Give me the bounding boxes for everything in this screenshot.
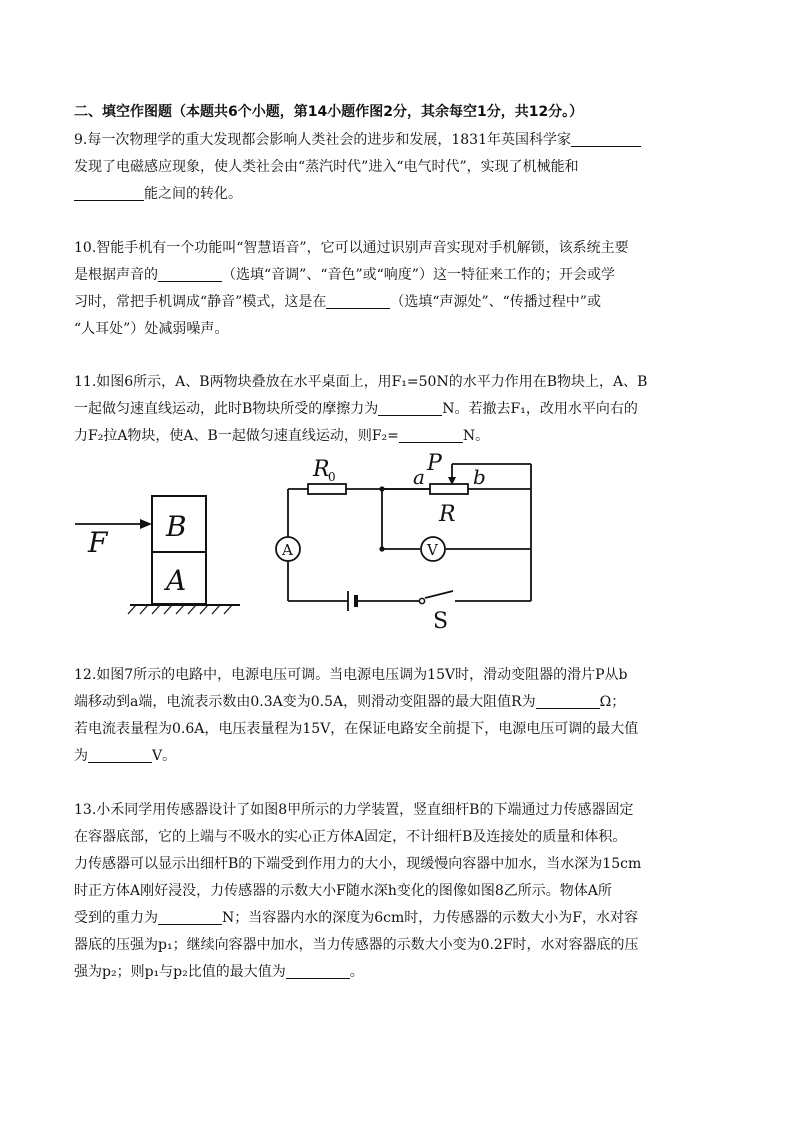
section-title: 二、填空作图题（本题共6个小题，第14小题作图2分，其余每空1分，共12分。） (74, 104, 584, 120)
q10-line4: “人耳处”）处减弱噪声。 (74, 321, 229, 337)
q12-line1: 12.如图7所示的电路中，电源电压可调。当电源电压调为15V时，滑动变阻器的滑片P从b (74, 667, 628, 683)
rheostat-r (430, 484, 468, 494)
answer-blank[interactable] (571, 132, 641, 147)
q11-line2: 一起做匀速直线运动，此时B物块所受的摩擦力为 N。若撤去F₁，改用水平向右的 (74, 401, 638, 417)
q12-line4: 为 V。 (74, 748, 177, 764)
q13-line4: 时正方体A刚好浸没，力传感器的示数大小F随水深h变化的图像如图8乙所示。物体A所 (74, 883, 612, 899)
switch-label: S (433, 609, 449, 633)
q13-line6: 器底的压强为p₁；继续向容器中加水，当力传感器的示数大小变为0.2F时，水对容器底的压 (74, 937, 639, 953)
junction-dot (379, 486, 384, 491)
q12-line2: 端移动到a端，电流表示数由0.3A变为0.5A，则滑动变阻器的最大阻值R为 Ω； (74, 694, 626, 710)
block-b-label: B (166, 510, 187, 543)
r0-label: R (313, 457, 330, 482)
block-a-label: A (166, 564, 187, 597)
force-arrow-head (140, 519, 152, 529)
answer-blank[interactable] (158, 910, 222, 925)
voltmeter-label: V (427, 541, 438, 559)
r0-subscript: 0 (328, 470, 336, 484)
resistor-r0 (308, 484, 346, 494)
answer-blank[interactable] (286, 964, 350, 979)
answer-blank[interactable] (378, 401, 442, 416)
answer-blank[interactable] (536, 694, 600, 709)
terminal-a-label: a (413, 465, 425, 489)
answer-blank[interactable] (326, 294, 390, 309)
q9-line2: 发现了电磁感应现象，使人类社会由“蒸汽时代”进入“电气时代”，实现了机械能和 (74, 159, 579, 175)
figure7-circuit-diagram (265, 448, 555, 633)
q10-line2: 是根据声音的 （选填“音调”、“音色”或“响度”）这一特征来工作的；开会或学 (74, 267, 615, 283)
q13-line1: 13.小禾同学用传感器设计了如图8甲所示的力学装置，竖直细杆B的下端通过力传感器固定 (74, 802, 634, 818)
table-hatching (128, 605, 232, 614)
answer-blank[interactable] (74, 186, 144, 201)
q9-line3: 能之间的转化。 (74, 184, 242, 204)
switch-contact (419, 598, 424, 603)
q11-line1: 11.如图6所示，A、B两物块叠放在水平桌面上，用F₁=50N的水平力作用在B物块上，A、B (74, 374, 648, 390)
q12-line3: 若电流表量程为0.6A，电压表量程为15V，在保证电路安全前提下，电源电压可调的最大值 (74, 721, 639, 737)
answer-blank[interactable] (399, 428, 463, 443)
ammeter-label: A (282, 541, 293, 559)
terminal-b-label: b (473, 465, 486, 489)
q13-line3: 力传感器可以显示出细杆B的下端受到作用力的大小，现缓慢向容器中加水，当水深为15cm (74, 856, 642, 872)
slider-p-label: P (427, 451, 442, 476)
answer-blank[interactable] (88, 748, 152, 763)
q10-line1: 10.智能手机有一个功能叫“智慧语音”，它可以通过识别声音实现对手机解锁，该系统主要 (74, 240, 629, 256)
q13-line7: 强为p₂；则p₁与p₂比值的最大值为 。 (74, 964, 364, 980)
answer-blank[interactable] (158, 267, 222, 282)
q10-line3: 习时，常把手机调成“静音”模式，这是在 （选填“声源处”、“传播过程中”或 (74, 294, 601, 310)
force-label: F (88, 526, 108, 559)
q13-line5: 受到的重力为 N；当容器内水的深度为6cm时，力传感器的示数大小为F，水对容 (74, 910, 638, 926)
q11-line3: 力F₂拉A物块，使A、B一起做匀速直线运动，则F₂= N。 (74, 428, 490, 444)
q9-line1: 9.每一次物理学的重大发现都会影响人类社会的进步和发展，1831年英国科学家 (74, 130, 641, 150)
figure6-blocks-diagram (70, 490, 240, 620)
junction-dot (379, 546, 384, 551)
rheostat-r-label: R (439, 502, 456, 527)
q13-line2: 在容器底部，它的上端与不吸水的实心正方体A固定，不计细杆B及连接处的质量和体积。 (74, 829, 627, 845)
